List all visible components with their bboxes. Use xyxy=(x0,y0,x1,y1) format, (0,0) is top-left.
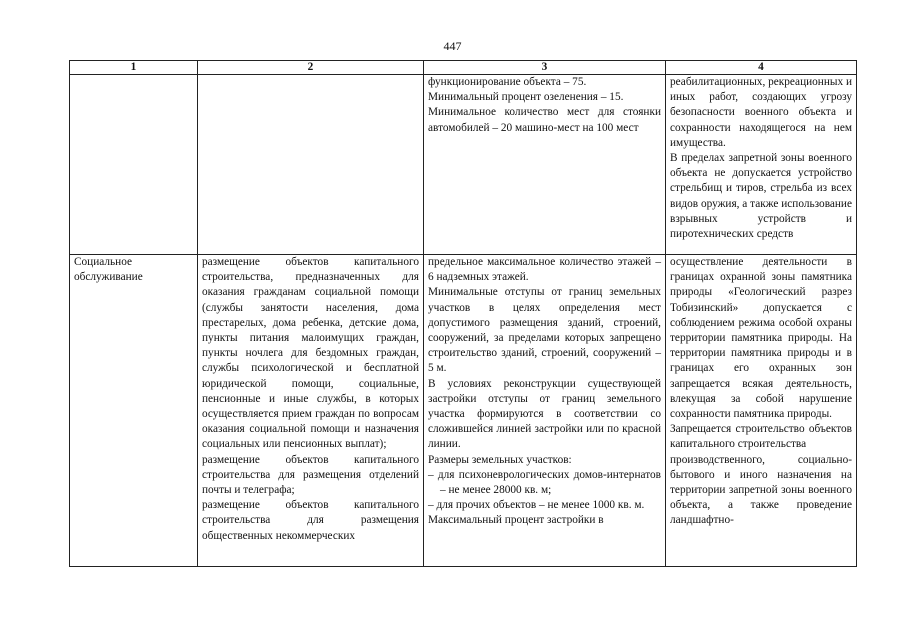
paragraph: размещение объектов капитального строительства для размещения отделений почты и телеграфа; xyxy=(202,453,419,497)
list-item: – для психоневрологических домов-интернатов – не менее 28000 кв. м; xyxy=(428,468,661,497)
paragraph: функционирование объекта – 75. xyxy=(428,76,587,88)
column-header: 2 xyxy=(198,61,424,75)
column-header: 4 xyxy=(666,61,857,75)
paragraph: В условиях реконструкции существующей застройки отступы от границ земельного участка формируются в соответствии со сложившейся линией застройки или по красной линии. xyxy=(428,377,661,451)
paragraph: размещение объектов капитального строительства для размещения общественных некоммерческих xyxy=(202,499,419,542)
paragraph: Максимальный процент застройки в xyxy=(428,514,604,527)
paragraph: Минимальный процент озеленения – 15. xyxy=(428,91,624,104)
description-cell xyxy=(198,75,424,255)
paragraph: производственного, социально-бытового и иного назначения на территории запретной зоны военного объекта, а также проведение ландшафтно- xyxy=(670,453,852,527)
table-row xyxy=(70,75,857,255)
description-cell xyxy=(198,255,424,567)
list-item: – для прочих объектов – не менее 1000 кв. м. xyxy=(428,499,645,512)
paragraph: реабилитационных, рекреационных и иных работ, создающих угрозу безопасности военного объекта и сохранности находящегося на нем имущества. xyxy=(670,76,853,149)
page-number: 447 xyxy=(443,39,462,53)
table-header-row xyxy=(70,61,857,75)
land-use-type-cell: Социальное обслуживание xyxy=(70,255,198,567)
land-use-type-cell xyxy=(70,75,198,255)
restrictions-cell xyxy=(666,255,857,567)
paragraph: размещение объектов капитального строительства, предназначенных для оказания гражданам социальной помощи (службы занятости населения, дома престарелых, дома ребенка, детские дома, пункты питания малоимущих граждан, пункты ночлега для бездомных граждан, службы психологической и бесплатной юридической помощи, социальные, пенсионные и иные службы, в которых осуществляется прием граждан по вопросам оказания социальной помощи и назначения социальных или пенсионных выплат); xyxy=(202,256,419,451)
paragraph: предельное максимальное количество этажей – 6 надземных этажей. xyxy=(428,256,661,284)
column-header: 1 xyxy=(70,61,198,75)
parameters-cell xyxy=(424,255,666,567)
regulation-table xyxy=(69,60,857,567)
column-header: 3 xyxy=(424,61,666,75)
restrictions-cell xyxy=(666,75,857,255)
paragraph: В пределах запретной зоны военного объекта не допускается устройство стрельбищ и тиров, стрельба из всех видов оружия, а также использование взрывных устройств и пиротехнических средств xyxy=(670,152,852,241)
paragraph: Минимальные отступы от границ земельных участков в целях определения мест допустимого размещения зданий, строений, сооружений, за пределами которых запрещено строительство зданий, строений, сооружений – 5 м. xyxy=(428,286,661,375)
paragraph: Размеры земельных участков: xyxy=(428,453,572,466)
paragraph: осуществление деятельности в границах охранной зоны памятника природы «Геологический разрез Тобизинский» допускается с соблюдением режима особой охраны территории памятника природы. На территории памятника природы и в границах его охранных зон запрещается всякая деятельность, влекущая за собой нарушение сохранности памятника природы. xyxy=(670,256,852,421)
paragraph: Запрещается строительство объектов капитального строительства xyxy=(670,423,852,451)
paragraph: Минимальное количество мест для стоянки автомобилей – 20 машино-мест на 100 мест xyxy=(428,106,661,134)
table-row xyxy=(70,255,857,567)
parameters-cell xyxy=(424,75,666,255)
